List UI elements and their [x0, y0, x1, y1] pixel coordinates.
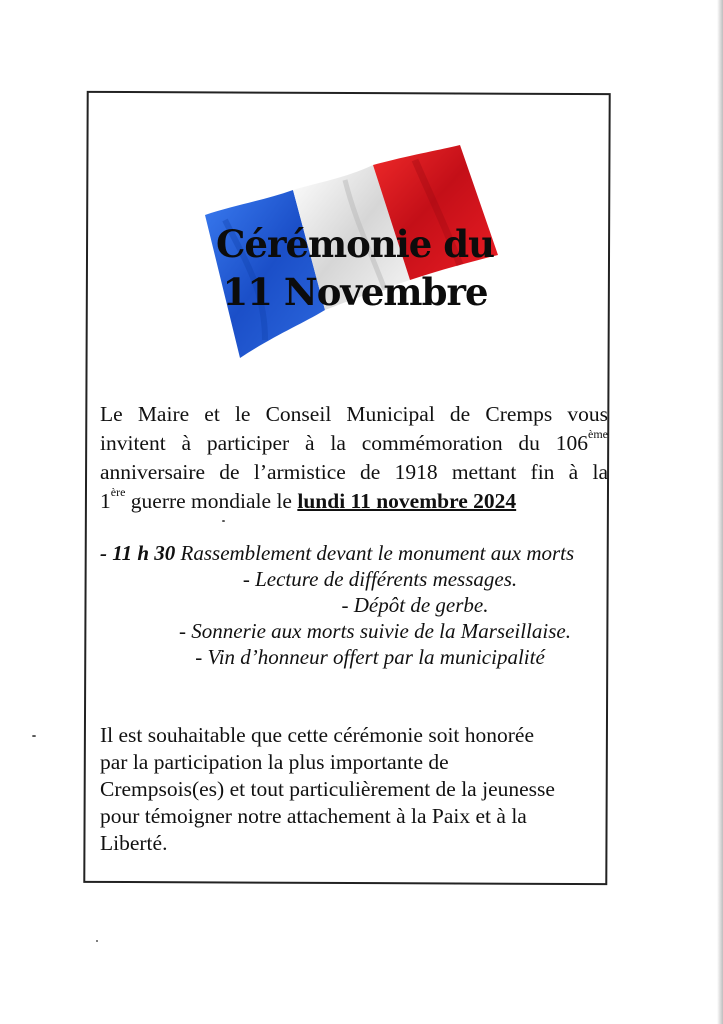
intro-line-3: anniversaire de l’armistice de 1918 mettant fin à la: [100, 460, 608, 484]
program-item-messages: - Lecture de différents messages.: [242, 567, 518, 591]
program-item-sonnerie: - Sonnerie aux morts suivie de la Marseillaise.: [179, 619, 571, 643]
closing-line-4: pour témoigner notre attachement à la Paix et à la: [100, 804, 527, 828]
ceremony-title-line-2: 11 Novembre: [222, 270, 488, 314]
program-list: [95, 540, 605, 670]
intro-line-4-number: 1: [100, 489, 111, 513]
french-flag-banner: [205, 140, 505, 365]
closing-line-5: Liberté.: [100, 831, 168, 855]
invitation-paragraph: [100, 400, 608, 516]
scan-speck: [32, 735, 36, 737]
superscript-eme: ème: [588, 426, 608, 441]
intro-line-4: [100, 484, 608, 516]
closing-paragraph: [100, 722, 605, 857]
intro-line-2-text: invitent à participer à la commémoration du 106: [100, 431, 588, 455]
scan-speck: [222, 520, 225, 522]
program-item-wreath: - Dépôt de gerbe.: [341, 593, 489, 617]
program-item-reception: - Vin d’honneur offert par la municipalité: [195, 645, 545, 669]
program-item-gathering-text: Rassemblement devant le monument aux morts: [175, 541, 575, 565]
intro-line-4-text: guerre mondiale le: [125, 489, 298, 513]
scan-speck: [96, 940, 98, 942]
ceremony-title-line-1: Cérémonie du: [215, 222, 494, 266]
closing-line-2: par la participation la plus importante de: [100, 750, 449, 774]
program-item-gathering: [95, 540, 605, 566]
scan-edge-shadow: [717, 0, 723, 1024]
ceremony-date: lundi 11 novembre 2024: [297, 489, 517, 513]
ceremony-title: [205, 220, 505, 316]
closing-line-3: Crempsois(es) et tout particulièrement de la jeunesse: [100, 777, 555, 801]
closing-line-1: Il est souhaitable que cette cérémonie soit honorée: [100, 723, 535, 747]
program-time: - 11 h 30: [100, 541, 176, 565]
intro-line-1: Le Maire et le Conseil Municipal de Cremps vous: [100, 402, 608, 426]
superscript-ere: ère: [110, 484, 126, 499]
intro-line-2: [100, 426, 608, 458]
